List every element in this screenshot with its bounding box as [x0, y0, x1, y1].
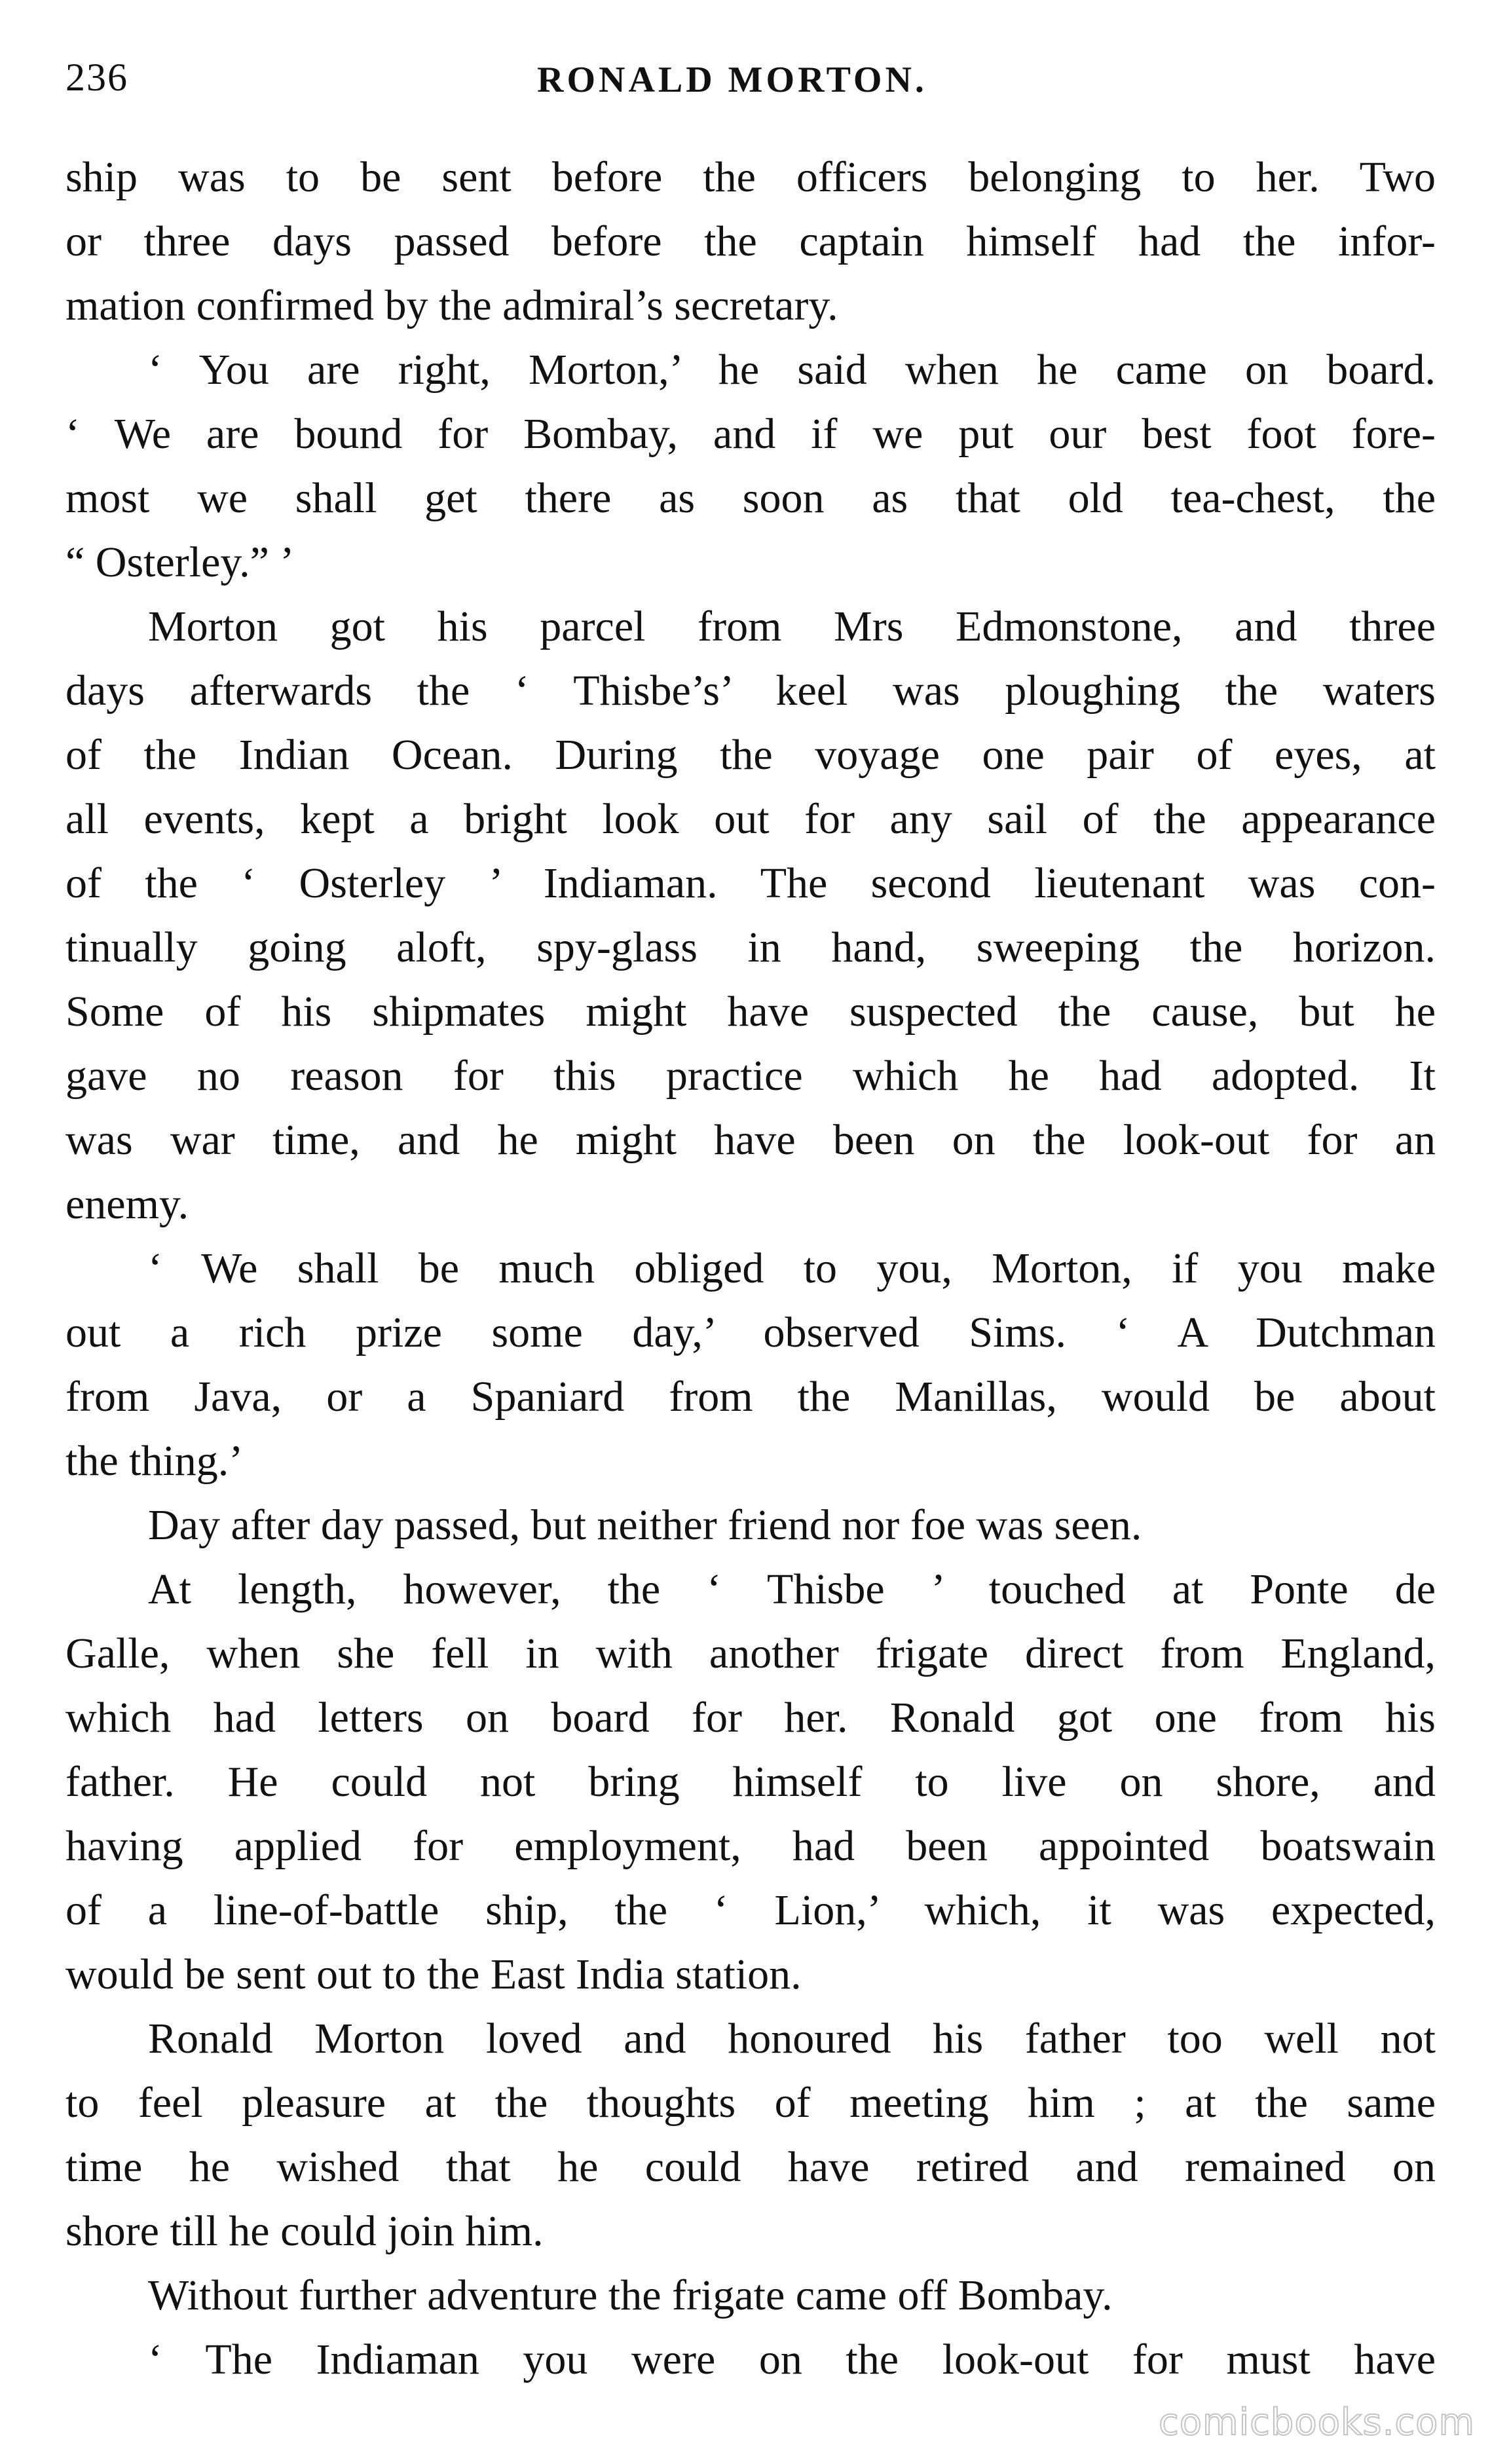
text-line: ‘ We shall be much obliged to you, Morton, if you make	[148, 1244, 1436, 1292]
text-line: Ronald Morton loved and honoured his father too well not	[148, 2015, 1436, 2063]
page-header	[65, 51, 1434, 110]
text-line: which had letters on board for her. Ronald got one from his	[65, 1694, 1436, 1742]
text-line: Galle, when she fell in with another frigate direct from England,	[65, 1630, 1436, 1677]
text-line: the thing.’	[65, 1437, 244, 1485]
text-line: most we shall get there as soon as that old tea-chest, the	[65, 474, 1436, 522]
text-line: time he wished that he could have retired and remained on	[65, 2143, 1436, 2191]
text-line: to feel pleasure at the thoughts of meeting him ; at the same	[65, 2079, 1436, 2127]
text-line: ‘ You are right, Morton,’ he said when he came on board.	[148, 346, 1436, 394]
text-line: out a rich prize some day,’ observed Sims. ‘ A Dutchman	[65, 1309, 1436, 1356]
text-line: mation confirmed by the admiral’s secretary.	[65, 282, 838, 329]
text-line: Day after day passed, but neither friend nor foe was seen.	[148, 1501, 1142, 1549]
text-line: Without further adventure the frigate came off Bombay.	[148, 2271, 1113, 2319]
text-line: ‘ We are bound for Bombay, and if we put our best foot fore-	[65, 410, 1436, 458]
text-line: of a line-of-battle ship, the ‘ Lion,’ which, it was expected,	[65, 1886, 1436, 1934]
text-line: tinually going aloft, spy-glass in hand, sweeping the horizon.	[65, 924, 1436, 971]
text-line: all events, kept a bright look out for any sail of the appearance	[65, 795, 1436, 843]
text-line: Morton got his parcel from Mrs Edmonstone, and three	[148, 603, 1436, 650]
text-line: father. He could not bring himself to live on shore, and	[65, 1758, 1436, 1806]
body-text	[65, 145, 1436, 2392]
text-line: of the ‘ Osterley ’ Indiaman. The second lieutenant was con-	[65, 859, 1436, 907]
page-number: 236	[65, 56, 128, 99]
text-line: shore till he could join him.	[65, 2207, 544, 2255]
text-line: of the Indian Ocean. During the voyage one pair of eyes, at	[65, 731, 1436, 779]
text-line: having applied for employment, had been appointed boatswain	[65, 1822, 1436, 1870]
running-head: RONALD MORTON.	[537, 60, 927, 100]
text-line: gave no reason for this practice which he had adopted. It	[65, 1052, 1436, 1100]
text-line: enemy.	[65, 1180, 189, 1228]
text-line: ‘ The Indiaman you were on the look-out for must have	[148, 2336, 1436, 2383]
watermark: comicbooks.com	[1158, 2401, 1475, 2444]
text-line: from Java, or a Spaniard from the Manillas, would be about	[65, 1373, 1436, 1421]
text-line: Some of his shipmates might have suspected the cause, but he	[65, 988, 1436, 1036]
text-line: days afterwards the ‘ Thisbe’s’ keel was ploughing the waters	[65, 667, 1436, 715]
text-line: “ Osterley.” ’	[65, 538, 295, 586]
text-line: ship was to be sent before the officers belonging to her. Two	[65, 153, 1436, 201]
text-line: was war time, and he might have been on the look-out for an	[65, 1116, 1436, 1164]
text-line: would be sent out to the East India station.	[65, 1951, 802, 1998]
text-line: At length, however, the ‘ Thisbe ’ touched at Ponte de	[148, 1565, 1436, 1613]
text-line: or three days passed before the captain himself had the infor-	[65, 217, 1436, 265]
